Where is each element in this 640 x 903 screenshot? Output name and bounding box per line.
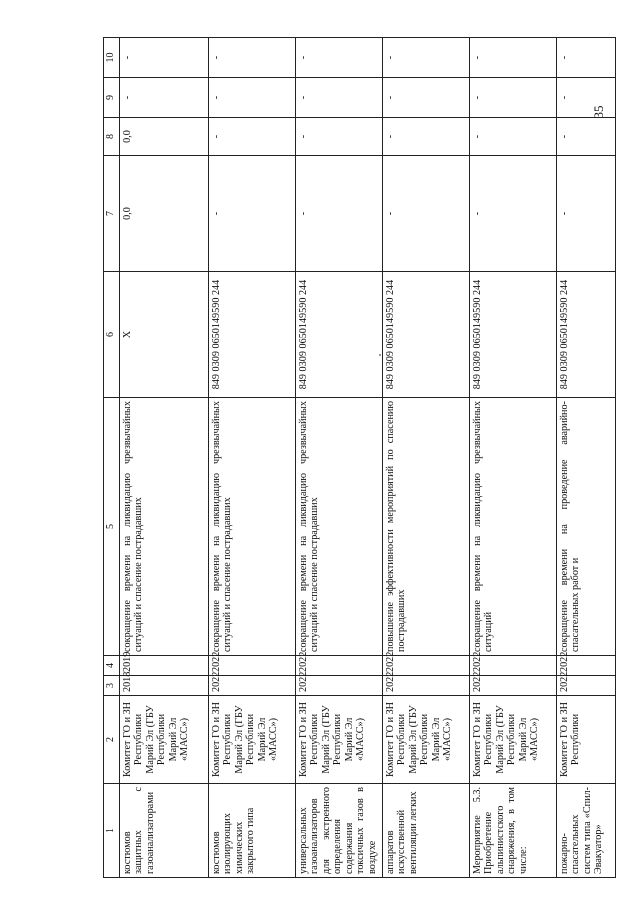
value-10: - — [120, 38, 209, 78]
value-7: 0,0 — [120, 156, 209, 272]
end-year: 2022 — [296, 656, 383, 676]
col-header-9: 9 — [104, 78, 120, 118]
value-10: - — [383, 38, 470, 78]
value-9: - — [296, 78, 383, 118]
col-header-7: 7 — [104, 156, 120, 272]
item-name: костюмов изолирующих химических закрытого типа — [209, 784, 296, 878]
executor: Комитет ГО и ЗН Республики Марий Эл (ГБУ Республики Марий Эл «МАСС») — [209, 696, 296, 784]
value-9: - — [120, 78, 209, 118]
expected-result: повышение эффективности мероприятий по спасению пострадавших — [383, 398, 470, 656]
expected-result: сокращение времени на ликвидацию чрезвычайных ситуаций — [470, 398, 557, 656]
table-row — [209, 38, 296, 878]
value-7: - — [209, 156, 296, 272]
end-year: 2022 — [383, 656, 470, 676]
budget-code: 849 0309 0650149590 244 — [383, 272, 470, 398]
budget-code: X — [120, 272, 209, 398]
value-9: - — [470, 78, 557, 118]
table-row — [120, 38, 209, 878]
end-year: 2022 — [209, 656, 296, 676]
value-8: 0,0 — [120, 118, 209, 156]
value-8: - — [557, 118, 616, 156]
expected-result: сокращение времени на ликвидацию чрезвычайных ситуаций и спасение пострадавших — [120, 398, 209, 656]
table-row — [470, 38, 557, 878]
col-header-5: 5 — [104, 398, 120, 656]
value-9: - — [383, 78, 470, 118]
item-name: костюмов защитных с газоанализаторами — [120, 784, 209, 878]
value-8: - — [470, 118, 557, 156]
end-year: 2022 — [557, 656, 616, 676]
executor: Комитет ГО и ЗН Республики Марий Эл (ГБУ Республики Марий Эл «МАСС») — [470, 696, 557, 784]
col-header-2: 2 — [104, 696, 120, 784]
value-10: - — [209, 38, 296, 78]
executor: Комитет ГО и ЗН Республики Марий Эл (ГБУ Республики Марий Эл «МАСС») — [120, 696, 209, 784]
start-year: 2022 — [383, 676, 470, 696]
value-10: - — [557, 38, 616, 78]
value-8: - — [209, 118, 296, 156]
col-header-4: 4 — [104, 656, 120, 676]
value-10: - — [296, 38, 383, 78]
expected-result: сокращение времени на проведение аварийно-спасательных работ и — [557, 398, 616, 656]
end-year: 2019 — [120, 656, 209, 676]
value-9: - — [209, 78, 296, 118]
end-year: 2022 — [470, 656, 557, 676]
item-name: аппаратов искусственной вентиляции легких — [383, 784, 470, 878]
value-10: - — [470, 38, 557, 78]
budget-code: 849 0309 0650149590 244 — [470, 272, 557, 398]
executor: Комитет ГО и ЗН Республики — [557, 696, 616, 784]
value-7: - — [557, 156, 616, 272]
rotated-table-wrapper — [103, 38, 623, 878]
budget-code: 849 0309 0650149590 244 — [557, 272, 616, 398]
start-year: 2022 — [557, 676, 616, 696]
budget-code: 849 0309 0650149590 244 — [296, 272, 383, 398]
start-year: 2022 — [470, 676, 557, 696]
expected-result: сокращение времени на ликвидацию чрезвычайных ситуаций и спасение пострадавших — [209, 398, 296, 656]
col-header-3: 3 — [104, 676, 120, 696]
item-name: пожарно-спасательных систем типа «Спил-Эвакуатор» — [557, 784, 616, 878]
col-header-6: 6 — [104, 272, 120, 398]
table-row — [296, 38, 383, 878]
budget-code: 849 0309 0650149590 244 — [209, 272, 296, 398]
item-name: универсальных газоанализаторов для экстренного определения содержания токсичных газов в воздухе — [296, 784, 383, 878]
value-8: - — [383, 118, 470, 156]
start-year: 2018 — [120, 676, 209, 696]
expected-result: сокращение времени на ликвидацию чрезвычайных ситуаций и спасение пострадавших — [296, 398, 383, 656]
executor: Комитет ГО и ЗН Республики Марий Эл (ГБУ Республики Марий Эл «МАСС») — [296, 696, 383, 784]
col-header-1: 1 — [104, 784, 120, 878]
value-7: - — [296, 156, 383, 272]
table-row — [557, 38, 616, 878]
col-header-10: 10 — [104, 38, 120, 78]
header-row — [104, 38, 120, 878]
executor: Комитет ГО и ЗН Республики Марий Эл (ГБУ Республики Марий Эл «МАСС») — [383, 696, 470, 784]
value-8: - — [296, 118, 383, 156]
item-name: Мероприятие 5.3. Приобретение альпинистского снаряжения, в том числе: — [470, 784, 557, 878]
col-header-8: 8 — [104, 118, 120, 156]
program-table — [103, 37, 616, 878]
value-7: - — [470, 156, 557, 272]
page-number: 35 — [591, 105, 606, 119]
value-9: - — [557, 78, 616, 118]
table-row — [383, 38, 470, 878]
start-year: 2022 — [296, 676, 383, 696]
value-7: - — [383, 156, 470, 272]
start-year: 2022 — [209, 676, 296, 696]
